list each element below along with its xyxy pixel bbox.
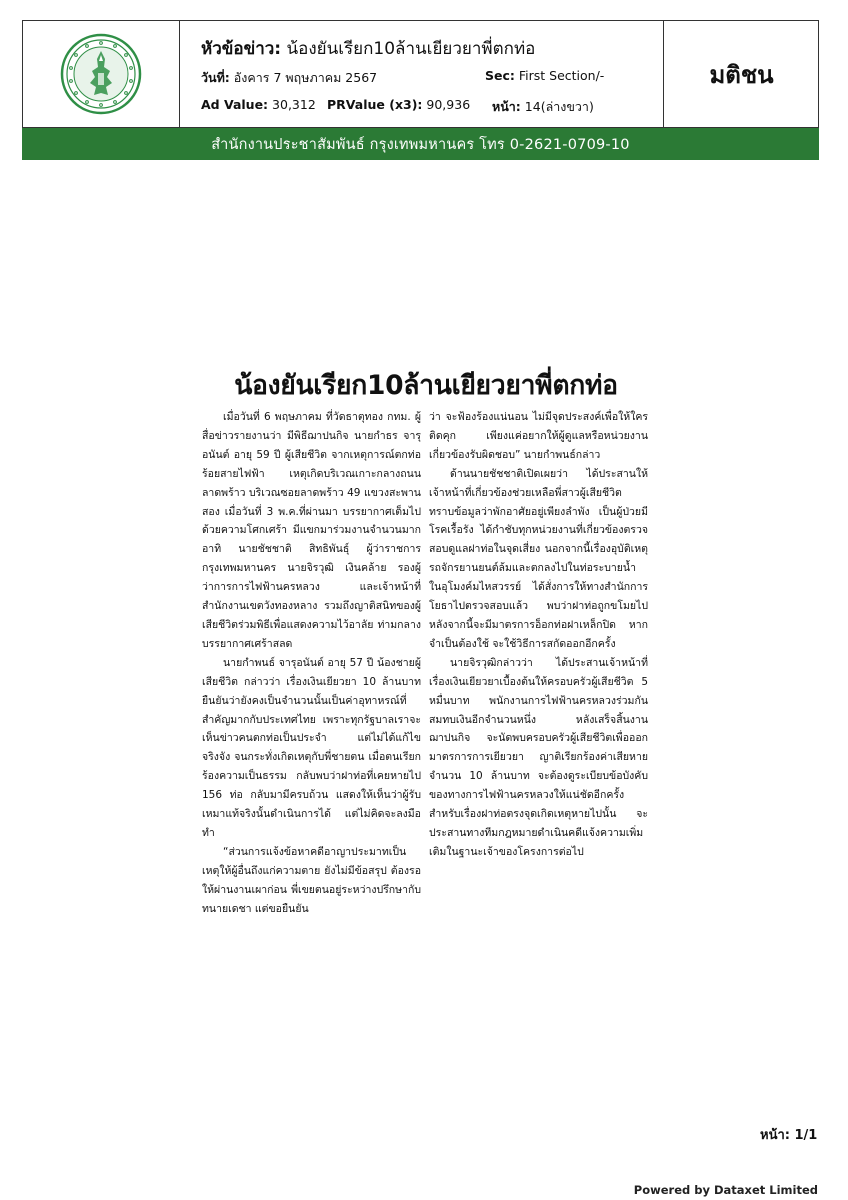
title-label: หัวข้อข่าว: [201, 39, 282, 59]
page-value: 14(ล่างขวา) [524, 99, 594, 114]
newspaper-source: มติชน [709, 60, 774, 89]
ad-value-label: Ad Value: [201, 97, 269, 112]
section-row [485, 68, 604, 83]
date-value: อังคาร 7 พฤษภาคม 2567 [233, 70, 378, 85]
pr-value: 90,936 [426, 97, 471, 112]
powered-by-footer: Powered by Dataxet Limited [633, 1183, 818, 1197]
date-row [201, 68, 377, 88]
logo-cell [23, 21, 180, 127]
paragraph: นายจิรวุฒิกล่าวว่า ได้ประสานเจ้าหน้าที่เรื่องเงินเยียวยาเบื้องต้นให้ครอบครัวผู้เสียชีวิต 5 หมื่นบาท พนักงานการไฟฟ้านครหลวงร่วมกันสมทบเงินอีกจำนวนหนึ่ง หลังเสร็จสิ้นงานฌาปนกิจ จะนัดพบครอบครัวผู้เสียชีวิตเพื่อออกมาตรการการเยียวยา ญาติเรียกร้องค่าเสียหายจำนวน 10 ล้านบาท จะต้องดูระเบียบข้อบังคับของทางการไฟฟ้านครหลวงให้แน่ชัดอีกครั้ง สำหรับเรื่องฝาท่อตรงจุดเกิดเหตุหายไปนั้น จะประสานทางทีมกฎหมายดำเนินคดีแจ้งความเพิ่มเติมในฐานะเจ้าของโครงการต่อไป [429, 656, 648, 858]
page-label: หน้า: [492, 99, 521, 114]
article [200, 364, 652, 915]
article-column-left [202, 408, 421, 918]
meta-cell [179, 21, 663, 127]
article-headline: น้องยันเรียก10ล้านเยียวยาพี่ตกท่อ [234, 370, 618, 401]
agency-bar: สำนักงานประชาสัมพันธ์ กรุงเทพมหานคร โทร 0-2621-0709-10 [22, 128, 819, 160]
page-indicator: หน้า: 1/1 [760, 1128, 818, 1143]
headline-row [201, 35, 535, 62]
page-row [492, 97, 594, 117]
ad-value-row [201, 97, 316, 112]
paragraph: ว่า จะฟ้องร้องแน่นอน ไม่มีจุดประสงค์เพื่อให้ใครติดคุก เพียงแค่อยากให้ผู้ดูแลหรือหน่วยงานเกี่ยวข้องรับผิดชอบ” นายกำพนธ์กล่าว [429, 411, 648, 461]
clipping-header [22, 20, 819, 128]
pr-value-row [327, 97, 470, 112]
pr-value-label: PRValue (x3): [327, 97, 423, 112]
source-cell [663, 21, 819, 127]
date-label: วันที่: [201, 70, 230, 85]
paragraph: นายกำพนธ์ จารุอนันต์ อายุ 57 ปี น้องชายผู้เสียชีวิต กล่าวว่า เรื่องเงินเยียวยา 10 ล้านบาทยืนยันว่ายังคงเป็นจำนวนนั้นเป็นค่าอุทาหรณ์ที่สำคัญมากกับประเทศไทย เพราะทุกรัฐบาลเราจะเห็นข่าวคนตกท่อเป็นประจำ แต่ไม่ได้แก้ไขจริงจัง จนกระทั่งเกิดเหตุกับพี่ชายตน เมื่อตนเรียกร้องความเป็นธรรม กลับพบว่าฝาท่อที่เคยหายไป 156 ท่อ กลับมามีครบถ้วน แสดงให้เห็นว่าผู้รับเหมาแท้จริงนั้นดำเนินการได้ แต่ไม่คิดจะลงมือทำ [202, 656, 421, 839]
article-column-right [429, 408, 648, 862]
section-value: First Section/- [518, 68, 605, 83]
bangkok-seal-icon [60, 33, 142, 115]
paragraph: เมื่อวันที่ 6 พฤษภาคม ที่วัดธาตุทอง กทม. ผู้สื่อข่าวรายงานว่า มีพิธีฌาปนกิจ นายกำธร จารุอนันต์ อายุ 59 ปี ผู้เสียชีวิต จากเหตุการณ์ตกท่อร้อยสายไฟฟ้า เหตุเกิดบริเวณเกาะกลางถนนลาดพร้าว บริเวณซอยลาดพร้าว 49 แขวงสะพานสอง เมื่อวันที่ 3 พ.ค.ที่ผ่านมา บรรยากาศเต็มไปด้วยความโศกเศร้า มีแขกมาร่วมงานจำนวนมาก อาทิ นายชัชชาติ สิทธิพันธุ์ ผู้ว่าราชการกรุงเทพมหานคร นายจิรวุฒิ เงินคล้าย รองผู้ว่าการการไฟฟ้านครหลวง และเจ้าหน้าที่สำนักงานเขตวังทองหลาง รวมถึงญาติสนิทของผู้เสียชีวิตร่วมพิธีเพื่อแสดงความไว้อาลัย ท่ามกลางบรรยากาศเศร้าสลด [202, 411, 421, 650]
paragraph: ด้านนายชัชชาติเปิดเผยว่า ได้ประสานให้เจ้าหน้าที่เกี่ยวข้องช่วยเหลือพี่สาวผู้เสียชีวิต ทราบข้อมูลว่าพักอาศัยอยู่เพียงลำพัง เป็นผู้ป่วยมีโรคเรื้อรัง ได้กำชับทุกหน่วยงานที่เกี่ยวข้องตรวจสอบดูแลฝาท่อในจุดเสี่ยง นอกจากนี้เรื่องอุบัติเหตุรถจักรยานยนต์ล้มและตกลงไปในท่อระบายน้ำในอุโมงค์มไหสวรรย์ ได้สั่งการให้ทางสำนักการโยธาไปตรวจสอบแล้ว พบว่าฝาท่อถูกขโมยไป หลังจากนี้จะมีมาตรการอ็อกท่อฝาเหล็กปิด หากจำเป็นต้องใช้ จะใช้วิธีการสกัดออกอีกครั้ง [429, 467, 648, 650]
header-title: น้องยันเรียก10ล้านเยียวยาพี่ตกท่อ [286, 39, 536, 59]
ad-value: 30,312 [272, 97, 316, 112]
paragraph: “ส่วนการแจ้งข้อหาคดีอาญาประมาทเป็นเหตุให้ผู้อื่นถึงแก่ความตาย ยังไม่มีข้อสรุป ต้องรอให้ผ่านงานเผาก่อน พี่เขยตนอยู่ระหว่างปรึกษากับทนายเดชา แต่ขอยืนยัน [202, 845, 421, 915]
section-label: Sec: [485, 68, 515, 83]
